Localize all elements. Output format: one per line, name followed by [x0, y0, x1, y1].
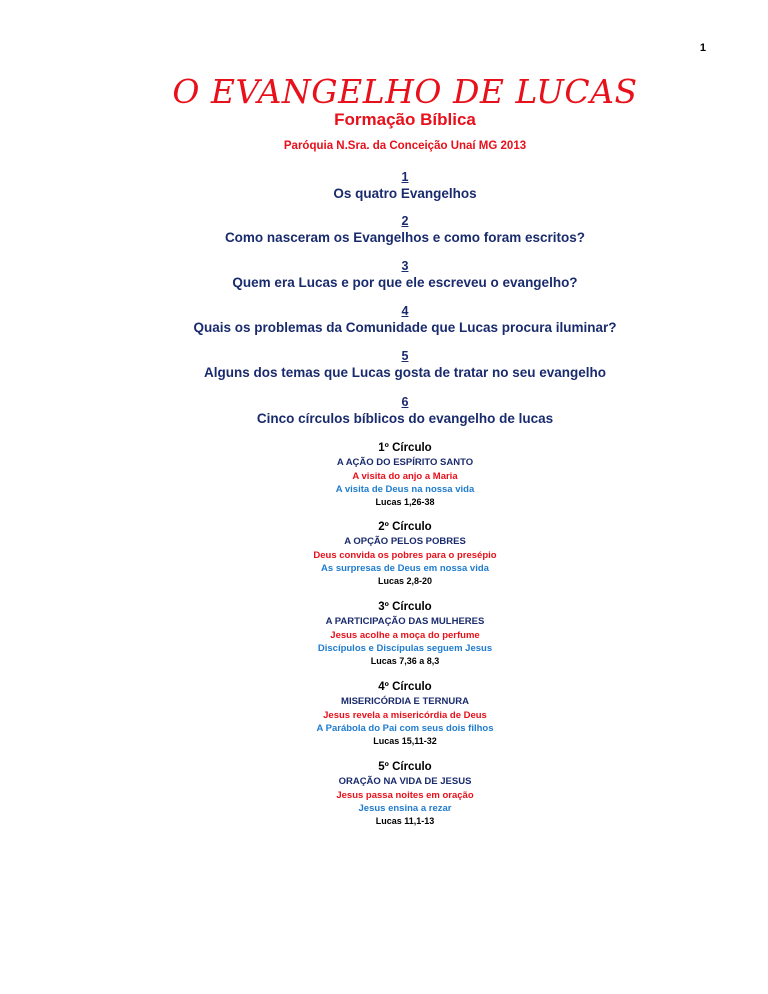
circle-block: [0, 441, 768, 509]
circle-block: [0, 600, 768, 668]
parish-line: Paróquia N.Sra. da Conceição Unaí MG 2013: [283, 140, 527, 152]
circle-heading: 3º Círculo: [378, 601, 432, 613]
circle-blue-line: As surpresas de Deus em nossa vida: [321, 563, 489, 574]
circle-theme: A OPÇÃO PELOS POBRES: [344, 536, 466, 547]
topic-number: 6: [401, 395, 409, 409]
topic-number: 1: [401, 170, 409, 184]
circle-reference: Lucas 7,36 a 8,3: [370, 656, 440, 666]
topic-item: [0, 259, 768, 292]
circle-theme: A PARTICIPAÇÃO DAS MULHERES: [325, 616, 485, 627]
topic-title: Alguns dos temas que Lucas gosta de tratar no seu evangelho: [203, 365, 607, 380]
topic-number: 3: [401, 259, 409, 273]
circle-theme: ORAÇÃO NA VIDA DE JESUS: [338, 776, 472, 787]
circle-red-line: Jesus passa noites em oração: [336, 790, 474, 801]
circle-heading: 5º Círculo: [378, 761, 432, 773]
circle-reference: Lucas 15,11-32: [373, 736, 437, 746]
circle-block: [0, 520, 768, 588]
topic-item: [0, 304, 768, 337]
circle-blue-line: Jesus ensina a rezar: [358, 803, 452, 814]
circle-blue-line: A visita de Deus na nossa vida: [335, 484, 475, 495]
topic-title: Os quatro Evangelhos: [333, 186, 477, 201]
circle-block: [0, 760, 768, 828]
circle-theme: A AÇÃO DO ESPÍRITO SANTO: [336, 457, 474, 468]
circle-blue-line: Discípulos e Discípulas seguem Jesus: [317, 643, 493, 654]
topic-title: Quais os problemas da Comunidade que Lucas procura iluminar?: [193, 320, 617, 335]
page-number: 1: [699, 42, 706, 54]
document-subtitle: Formação Bíblica: [334, 110, 476, 129]
circle-theme: MISERICÓRDIA E TERNURA: [341, 696, 469, 707]
topic-item: [0, 349, 768, 382]
topic-item: [0, 170, 768, 203]
circle-heading: 2º Círculo: [378, 521, 432, 533]
document-title: O EVANGELHO DE LUCAS: [172, 72, 638, 111]
circle-reference: Lucas 11,1-13: [375, 816, 435, 826]
topic-number: 2: [401, 214, 409, 228]
topic-number: 4: [401, 304, 409, 318]
circle-heading: 1º Círculo: [378, 442, 432, 454]
circle-red-line: Jesus revela a misericórdia de Deus: [323, 710, 487, 721]
circle-heading: 4º Círculo: [378, 681, 432, 693]
topic-number: 5: [401, 349, 409, 363]
circle-blue-line: A Parábola do Pai com seus dois filhos: [316, 723, 494, 734]
circle-reference: Lucas 1,26-38: [375, 497, 435, 507]
circle-red-line: Jesus acolhe a moça do perfume: [330, 630, 480, 641]
topic-title: Cinco círculos bíblicos do evangelho de lucas: [256, 411, 554, 426]
topic-title: Como nasceram os Evangelhos e como foram escritos?: [224, 230, 586, 245]
topic-item: [0, 214, 768, 247]
circle-reference: Lucas 2,8-20: [377, 576, 433, 586]
topic-title: Quem era Lucas e por que ele escreveu o evangelho?: [232, 275, 578, 290]
topic-item: [0, 395, 768, 428]
circle-red-line: A visita do anjo a Maria: [352, 471, 458, 482]
circle-block: [0, 680, 768, 748]
circle-red-line: Deus convida os pobres para o presépio: [313, 550, 497, 561]
